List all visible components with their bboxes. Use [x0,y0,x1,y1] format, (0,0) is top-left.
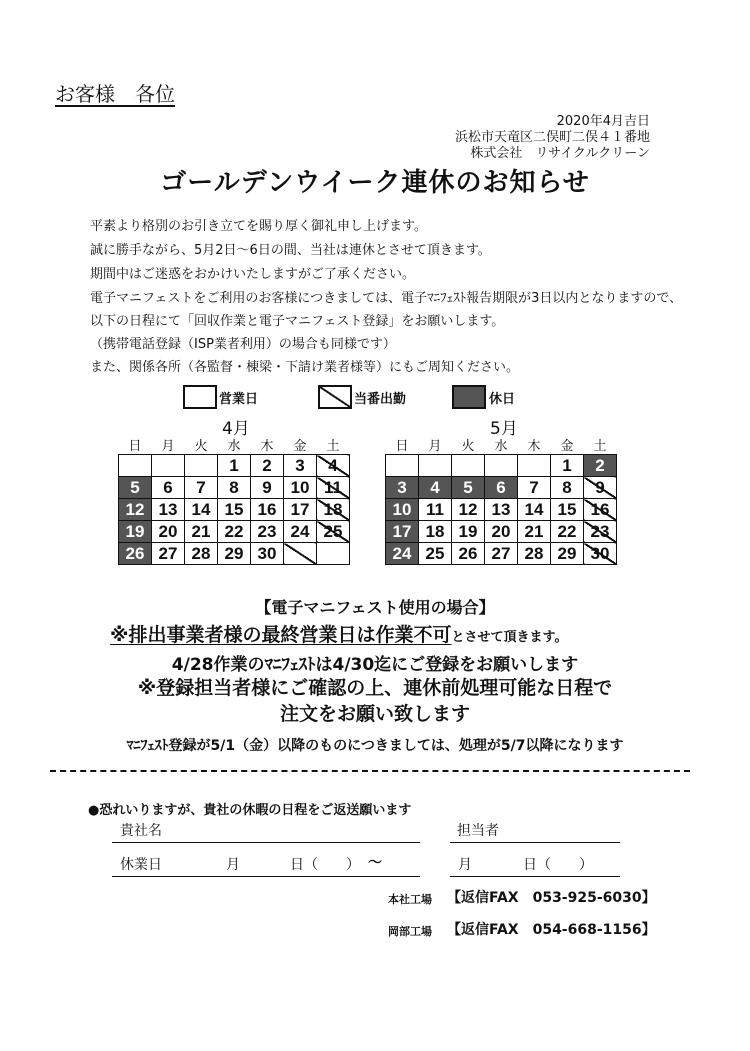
notice-line-1-tail: とさせて頂きます。 [451,630,568,645]
calendar-day-holiday: 10 [386,499,419,521]
calendar-day-business: 1 [218,455,251,477]
calendar-day-holiday: 6 [485,477,518,499]
legend-business-swatch [183,385,217,409]
calendar-day-holiday: 19 [119,521,152,543]
calendar-day-business: 16 [251,499,284,521]
calendar-day-business [386,455,419,477]
calendar-day-business: 17 [284,499,317,521]
legend-duty-swatch [318,385,352,409]
company-name-label: 貴社名 [120,823,162,839]
april-calendar [118,435,350,565]
calendar-week-row [386,543,617,565]
calendar-day-business: 21 [185,521,218,543]
body-line: 以下の日程にて「回収作業と電子マニフェスト登録」をお願いします。 [90,314,505,329]
sender-date: 2020年4月吉日 [556,114,650,129]
weekday-label: 水 [218,435,251,455]
fax-site-honsha: 本社工場 [388,893,432,906]
calendar-day-holiday: 5 [452,477,485,499]
calendar-day-business: 15 [551,499,584,521]
calendar-day-business: 29 [551,543,584,565]
body-line: また、関係各所（各監督・棟梁・下請け業者様等）にもご周知ください。 [90,360,520,375]
calendar-day-business: 20 [152,521,185,543]
fax-site-okabe: 岡部工場 [388,925,432,938]
calendar-day-business: 13 [485,499,518,521]
calendar-day-business: 9 [251,477,284,499]
notice-line-1-main: ※排出事業者様の最終営業日は作業不可 [110,624,452,646]
calendar-week-row [386,455,617,477]
calendar-day-business: 30 [251,543,284,565]
weekday-header-row [386,435,617,455]
legend-business-label: 営業日 [219,392,259,407]
calendar-day-holiday: 3 [386,477,419,499]
calendar-day-business [485,455,518,477]
calendar-day-holiday: 17 [386,521,419,543]
may-label: 5月 [490,419,518,439]
calendar-day-business: 13 [152,499,185,521]
calendar-day-business: 15 [218,499,251,521]
calendar-day-duty: 11 [317,477,350,499]
notice-line-4: 注文をお願い致します [279,703,470,725]
calendar-day-business [185,455,218,477]
holiday-day-label: 日（ ） [290,857,360,873]
calendar-day-business: 26 [452,543,485,565]
calendar-day-duty: 30 [584,543,617,565]
calendar-day-business [317,543,350,565]
calendar-day-holiday: 26 [119,543,152,565]
body-line: 電子マニフェストをご利用のお客様につきましては、電子ﾏﾆﾌｪｽﾄ報告期限が3日以内となりますので、 [90,291,683,306]
body-line: （携帯電話登録（ISP業者利用）の場合も同様です） [90,337,396,352]
calendar-day-business [452,455,485,477]
calendar-week-row [386,521,617,543]
calendar-day-business: 2 [251,455,284,477]
calendar-week-row [386,499,617,521]
person-label: 担当者 [457,823,499,839]
weekday-header-row [119,435,350,455]
sender-address: 浜松市天竜区二俣町二俣４１番地 [454,130,650,145]
holiday-month-label: 月 [226,857,240,873]
calendar-day-business: 1 [551,455,584,477]
calendar-day-business: 24 [284,521,317,543]
calendar-day-business: 7 [518,477,551,499]
calendar-day-business [518,455,551,477]
page-title: ゴールデンウイーク連休のお知らせ [160,168,590,198]
calendar-day-business: 29 [218,543,251,565]
notice-line-5: ﾏﾆﾌｪｽﾄ登録が5/1（金）以降のものにつきましては、処理が5/7以降になります [126,738,624,754]
calendar-day-business: 28 [518,543,551,565]
weekday-label: 金 [284,435,317,455]
reply-intro: ●恐れいりますが、貴社の休暇の日程をご返送願います [88,803,412,818]
weekday-label: 月 [419,435,452,455]
calendar-day-business [119,455,152,477]
range-tilde: ～ [368,855,382,871]
holiday-day-label-2: 日（ ） [523,857,593,873]
calendar-day-business: 8 [551,477,584,499]
calendar-day-business: 14 [185,499,218,521]
notice-line-1 [110,620,567,647]
weekday-label: 水 [485,435,518,455]
calendar-day-holiday: 5 [119,477,152,499]
holiday-month-label-2: 月 [458,857,472,873]
calendar-day-duty: 9 [584,477,617,499]
notice-line-2: 4/28作業のﾏﾆﾌｪｽﾄは4/30迄にご登録をお願いします [171,655,579,675]
legend-holiday-swatch [452,385,486,409]
weekday-label: 土 [317,435,350,455]
calendar-week-row [386,477,617,499]
calendar-day-business: 8 [218,477,251,499]
calendar-day-holiday: 12 [119,499,152,521]
holiday-from-line[interactable] [112,876,420,877]
calendar-day-business: 3 [284,455,317,477]
calendar-week-row [119,499,350,521]
weekday-label: 土 [584,435,617,455]
calendar-day-business: 6 [152,477,185,499]
calendar-day-duty: 23 [584,521,617,543]
sender-company: 株式会社 リサイクルクリーン [470,146,650,161]
calendar-week-row [119,521,350,543]
calendar-day-holiday: 2 [584,455,617,477]
addressee: お客様 各位 [55,82,175,106]
calendar-day-business: 27 [485,543,518,565]
april-label: 4月 [222,419,250,439]
calendar-day-business: 18 [419,521,452,543]
calendar-day-business: 22 [551,521,584,543]
notice-line-3: ※登録担当者様にご確認の上、連休前処理可能な日程で [137,677,613,699]
calendar-day-duty: 4 [317,455,350,477]
calendar-day-business: 10 [284,477,317,499]
fax-number-okabe: 【返信FAX 054-668-1156】 [447,922,656,938]
calendar-week-row [119,477,350,499]
legend-duty-label: 当番出勤 [354,392,407,407]
body-line: 誠に勝手ながら、5月2日～6日の間、当社は連休とさせて頂きます。 [90,243,491,258]
calendar-day-business [152,455,185,477]
calendar-day-duty [284,543,317,565]
body-line: 期間中はご迷惑をおかけいたしますがご了承ください。 [90,267,416,282]
calendar-day-duty: 25 [317,521,350,543]
calendar-day-business: 11 [419,499,452,521]
holiday-label: 休業日 [120,857,162,873]
company-name-line[interactable] [112,842,420,843]
body-line: 平素より格別のお引き立てを賜り厚く御礼申し上げます。 [90,219,427,234]
weekday-label: 火 [185,435,218,455]
weekday-label: 金 [551,435,584,455]
calendar-day-duty: 18 [317,499,350,521]
weekday-label: 火 [452,435,485,455]
weekday-label: 木 [518,435,551,455]
holiday-to-line[interactable] [450,876,620,877]
calendar-day-holiday: 4 [419,477,452,499]
calendar-day-business: 19 [452,521,485,543]
calendar-day-business: 25 [419,543,452,565]
calendar-day-holiday: 24 [386,543,419,565]
calendar-day-business [419,455,452,477]
calendar-day-business: 27 [152,543,185,565]
calendar-day-business: 20 [485,521,518,543]
notice-heading: 【電子マニフェスト使用の場合】 [255,598,495,617]
calendar-day-business: 23 [251,521,284,543]
calendar-week-row [119,455,350,477]
calendar-week-row [119,543,350,565]
fax-number-honsha: 【返信FAX 053-925-6030】 [447,890,656,906]
weekday-label: 木 [251,435,284,455]
cut-line [50,770,690,772]
calendar-day-duty: 16 [584,499,617,521]
weekday-label: 日 [386,435,419,455]
weekday-label: 日 [119,435,152,455]
may-calendar [385,435,617,565]
calendar-day-business: 21 [518,521,551,543]
calendar-day-business: 7 [185,477,218,499]
calendar-day-business: 28 [185,543,218,565]
legend-holiday-label: 休日 [489,392,516,407]
person-line[interactable] [450,842,620,843]
calendar-day-business: 12 [452,499,485,521]
weekday-label: 月 [152,435,185,455]
calendar-day-business: 22 [218,521,251,543]
calendar-day-business: 14 [518,499,551,521]
